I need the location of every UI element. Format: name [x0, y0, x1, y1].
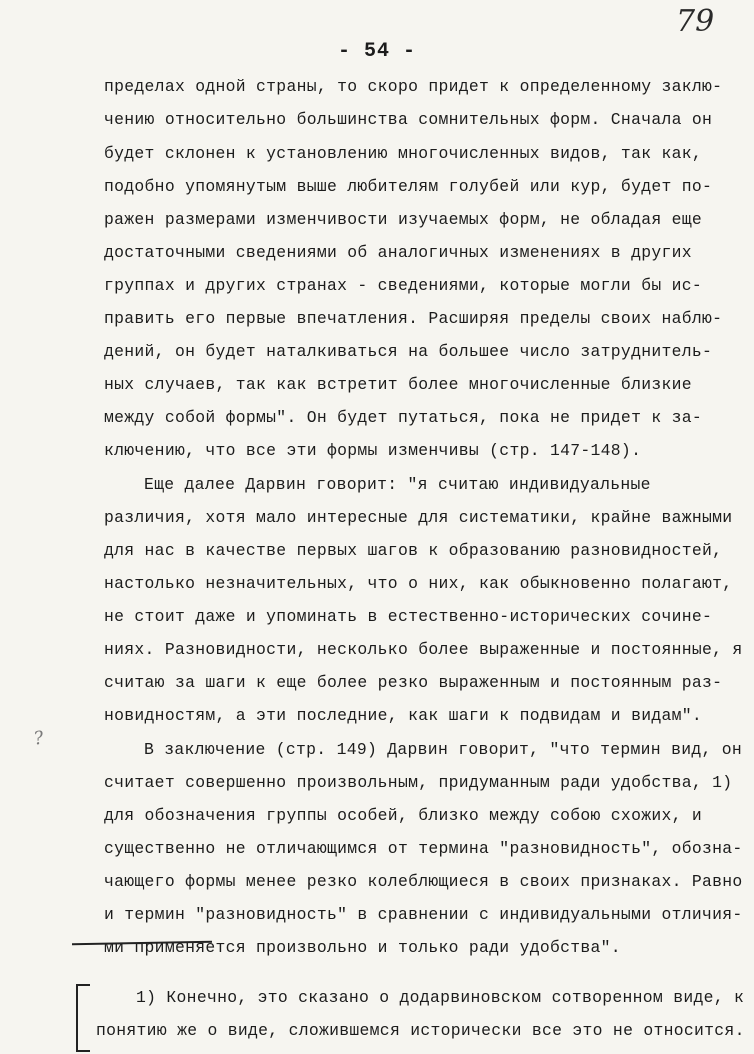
text-line: существенно не отличающимся от термина "разновидность", обозна-: [104, 839, 743, 858]
paragraph-start-line: В заключение (стр. 149) Дарвин говорит, "что термин вид, он: [144, 740, 743, 759]
text-line: для обозначения группы особей, близко между собою схожих, и: [104, 806, 703, 825]
text-line: считает совершенно произвольным, придуманным ради удобства, 1): [104, 773, 733, 792]
text-line: чению относительно большинства сомнительных форм. Сначала он: [104, 110, 713, 129]
footnote-bracket: [76, 984, 90, 1052]
text-line: и термин "разновидность" в сравнении с индивидуальными отличия-: [104, 905, 743, 924]
text-line: чающего формы менее резко колеблющиеся в своих признаках. Равно: [104, 872, 743, 891]
text-line: ключению, что все эти формы изменчивы (стр. 147-148).: [104, 441, 642, 460]
text-line: для нас в качестве первых шагов к образованию разновидностей,: [104, 541, 723, 560]
text-line: ражен размерами изменчивости изучаемых форм, не обладая еще: [104, 210, 703, 229]
page-number: - 54 -: [337, 40, 416, 63]
text-line: подобно упомянутым выше любителям голубей или кур, будет по-: [104, 177, 713, 196]
text-line: достаточными сведениями об аналогичных изменениях в других: [104, 243, 692, 262]
text-line: будет склонен к установлению многочисленных видов, так как,: [104, 144, 703, 163]
text-line: ниях. Разновидности, несколько более выраженные и постоянные, я: [104, 640, 743, 659]
text-line: считаю за шаги к еще более резко выраженным и постоянным раз-: [104, 673, 723, 692]
footnote-line: понятию же о виде, сложившемся исторически все это не относится.: [96, 1021, 745, 1040]
text-line: не стоит даже и упоминать в естественно-исторических сочине-: [104, 607, 713, 626]
text-line: новидностям, а эти последние, как шаги к подвидам и видам".: [104, 706, 703, 725]
margin-note: ?: [32, 727, 46, 750]
text-line: между собой формы". Он будет путаться, пока не придет к за-: [104, 408, 703, 427]
footnote-line: 1) Конечно, это сказано о додарвиновском сотворенном виде, к: [136, 988, 745, 1007]
text-line: ных случаев, так как встретит более многочисленные близкие: [104, 375, 692, 394]
text-line: пределах одной страны, то скоро придет к определенному заклю-: [104, 77, 723, 96]
text-line: настолько незначительных, что о них, как обыкновенно полагают,: [104, 574, 733, 593]
text-line: дений, он будет наталкиваться на большее число затруднитель-: [104, 342, 713, 361]
text-line: различия, хотя мало интересные для систематики, крайне важными: [104, 508, 733, 527]
paragraph-start-line: Еще далее Дарвин говорит: "я считаю индивидуальные: [144, 475, 651, 494]
text-line: править его первые впечатления. Расширяя пределы своих наблю-: [104, 309, 723, 328]
folio-number: 79: [676, 4, 715, 39]
text-line: группах и других странах - сведениями, которые могли бы ис-: [104, 276, 703, 295]
text-line: ми применяется произвольно и только ради удобства".: [104, 938, 621, 957]
